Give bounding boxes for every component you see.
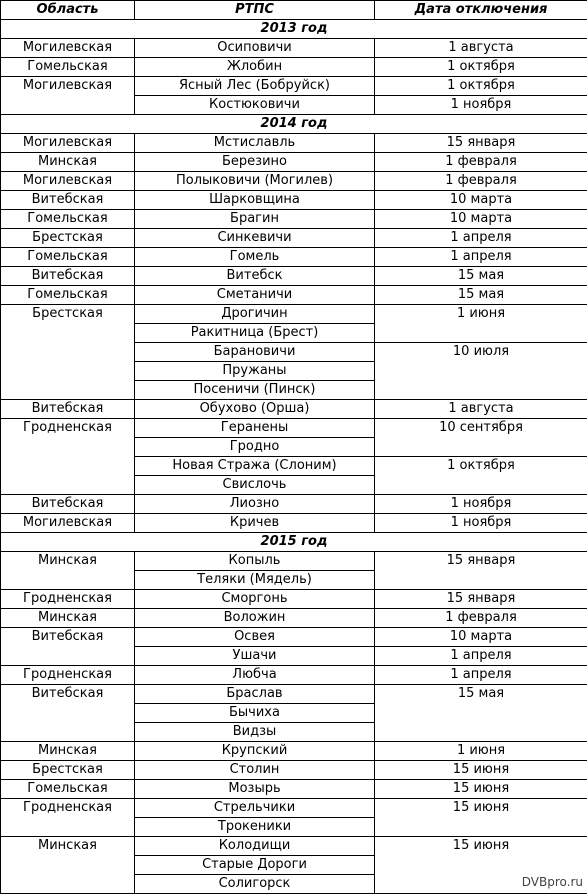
station-cell: Кричев bbox=[135, 514, 375, 533]
date-cell: 15 января bbox=[375, 590, 587, 609]
table-row bbox=[1, 419, 587, 438]
year-row bbox=[1, 115, 587, 134]
date-cell: 10 марта bbox=[375, 210, 587, 229]
station-cell: Свислочь bbox=[135, 476, 375, 495]
region-cell: Брестская bbox=[1, 229, 135, 248]
station-cell: Столин bbox=[135, 761, 375, 780]
date-cell: 1 ноября bbox=[375, 96, 587, 115]
station-cell: Шарковщина bbox=[135, 191, 375, 210]
date-cell: 10 сентября bbox=[375, 419, 587, 457]
year-label: 2014 год bbox=[1, 115, 587, 134]
region-cell: Витебская bbox=[1, 685, 135, 742]
station-cell: Бычиха bbox=[135, 704, 375, 723]
region-cell: Брестская bbox=[1, 305, 135, 400]
date-cell: 15 мая bbox=[375, 286, 587, 305]
table-row bbox=[1, 609, 587, 628]
table-row bbox=[1, 286, 587, 305]
table-row bbox=[1, 210, 587, 229]
date-cell: 1 октября bbox=[375, 457, 587, 495]
region-cell: Могилевская bbox=[1, 77, 135, 115]
table-row bbox=[1, 780, 587, 799]
station-cell: Ушачи bbox=[135, 647, 375, 666]
station-cell: Колодищи bbox=[135, 837, 375, 856]
region-cell: Витебская bbox=[1, 400, 135, 419]
station-cell: Копыль bbox=[135, 552, 375, 571]
station-cell: Жлобин bbox=[135, 58, 375, 77]
table-row bbox=[1, 590, 587, 609]
region-cell: Могилевская bbox=[1, 172, 135, 191]
table-row bbox=[1, 400, 587, 419]
region-cell: Минская bbox=[1, 742, 135, 761]
region-cell: Витебская bbox=[1, 267, 135, 286]
station-cell: Ясный Лес (Бобруйск) bbox=[135, 77, 375, 96]
table-row bbox=[1, 153, 587, 172]
station-cell: Брагин bbox=[135, 210, 375, 229]
station-cell: Освея bbox=[135, 628, 375, 647]
station-cell: Сметаничи bbox=[135, 286, 375, 305]
date-cell: 1 апреля bbox=[375, 229, 587, 248]
region-cell: Могилевская bbox=[1, 514, 135, 533]
region-cell: Минская bbox=[1, 837, 135, 894]
date-cell: 10 марта bbox=[375, 628, 587, 647]
station-cell: Гомель bbox=[135, 248, 375, 267]
station-cell: Барановичи bbox=[135, 343, 375, 362]
region-cell: Гродненская bbox=[1, 799, 135, 837]
date-cell: 1 августа bbox=[375, 400, 587, 419]
date-cell: 1 апреля bbox=[375, 647, 587, 666]
station-cell: Мстиславль bbox=[135, 134, 375, 153]
station-cell: Березино bbox=[135, 153, 375, 172]
date-cell: 1 апреля bbox=[375, 666, 587, 685]
header-date: Дата отключения bbox=[375, 1, 587, 20]
region-cell: Витебская bbox=[1, 191, 135, 210]
station-cell: Лиозно bbox=[135, 495, 375, 514]
date-cell: 15 июня bbox=[375, 799, 587, 837]
region-cell: Гродненская bbox=[1, 590, 135, 609]
station-cell: Старые Дороги bbox=[135, 856, 375, 875]
station-cell: Теляки (Мядель) bbox=[135, 571, 375, 590]
table-row bbox=[1, 799, 587, 818]
table-row bbox=[1, 191, 587, 210]
station-cell: Геранены bbox=[135, 419, 375, 438]
station-cell: Солигорск bbox=[135, 875, 375, 894]
date-cell: 15 мая bbox=[375, 685, 587, 742]
year-row bbox=[1, 533, 587, 552]
station-cell: Мозырь bbox=[135, 780, 375, 799]
table-row bbox=[1, 685, 587, 704]
station-cell: Полыковичи (Могилев) bbox=[135, 172, 375, 191]
header-station: РТПС bbox=[135, 1, 375, 20]
header-row bbox=[1, 1, 587, 20]
date-cell: 1 февраля bbox=[375, 609, 587, 628]
table-row bbox=[1, 742, 587, 761]
date-cell: 15 января bbox=[375, 552, 587, 590]
table-row bbox=[1, 58, 587, 77]
table-row bbox=[1, 628, 587, 647]
date-cell: 15 мая bbox=[375, 267, 587, 286]
region-cell: Гомельская bbox=[1, 286, 135, 305]
station-cell: Дрогичин bbox=[135, 305, 375, 324]
region-cell: Могилевская bbox=[1, 134, 135, 153]
watermark: DVBpro.ru bbox=[521, 875, 583, 889]
station-cell: Ракитница (Брест) bbox=[135, 324, 375, 343]
date-cell: 1 октября bbox=[375, 58, 587, 77]
station-cell: Сморгонь bbox=[135, 590, 375, 609]
table-row bbox=[1, 514, 587, 533]
station-cell: Воложин bbox=[135, 609, 375, 628]
date-cell: 1 июня bbox=[375, 305, 587, 343]
table-row bbox=[1, 134, 587, 153]
date-cell: 1 апреля bbox=[375, 248, 587, 267]
year-row bbox=[1, 20, 587, 39]
table-row bbox=[1, 39, 587, 58]
date-cell: 1 октября bbox=[375, 77, 587, 96]
station-cell: Витебск bbox=[135, 267, 375, 286]
date-cell: 15 июня bbox=[375, 761, 587, 780]
date-cell: 15 июня bbox=[375, 837, 587, 894]
region-cell: Гомельская bbox=[1, 780, 135, 799]
region-cell: Минская bbox=[1, 153, 135, 172]
table-row bbox=[1, 761, 587, 780]
date-cell: 1 июня bbox=[375, 742, 587, 761]
table-body bbox=[1, 20, 587, 894]
date-cell: 1 ноября bbox=[375, 495, 587, 514]
region-cell: Гродненская bbox=[1, 419, 135, 495]
region-cell: Минская bbox=[1, 552, 135, 590]
region-cell: Могилевская bbox=[1, 39, 135, 58]
region-cell: Гомельская bbox=[1, 248, 135, 267]
table-row bbox=[1, 229, 587, 248]
region-cell: Витебская bbox=[1, 495, 135, 514]
station-cell: Обухово (Орша) bbox=[135, 400, 375, 419]
table-row bbox=[1, 837, 587, 856]
header-region: Область bbox=[1, 1, 135, 20]
station-cell: Браслав bbox=[135, 685, 375, 704]
table-row bbox=[1, 305, 587, 324]
station-cell: Осиповичи bbox=[135, 39, 375, 58]
date-cell: 10 марта bbox=[375, 191, 587, 210]
year-label: 2015 год bbox=[1, 533, 587, 552]
station-cell: Трокеники bbox=[135, 818, 375, 837]
date-cell: 1 февраля bbox=[375, 153, 587, 172]
table-row bbox=[1, 267, 587, 286]
station-cell: Костюковичи bbox=[135, 96, 375, 115]
table-row bbox=[1, 552, 587, 571]
station-cell: Крупский bbox=[135, 742, 375, 761]
date-cell: 10 июля bbox=[375, 343, 587, 400]
region-cell: Гродненская bbox=[1, 666, 135, 685]
table-row bbox=[1, 666, 587, 685]
year-label: 2013 год bbox=[1, 20, 587, 39]
station-cell: Стрельчики bbox=[135, 799, 375, 818]
station-cell: Посеничи (Пинск) bbox=[135, 381, 375, 400]
region-cell: Витебская bbox=[1, 628, 135, 666]
date-cell: 1 февраля bbox=[375, 172, 587, 191]
table-row bbox=[1, 172, 587, 191]
table-row bbox=[1, 77, 587, 96]
station-cell: Видзы bbox=[135, 723, 375, 742]
station-cell: Любча bbox=[135, 666, 375, 685]
station-cell: Гродно bbox=[135, 438, 375, 457]
region-cell: Брестская bbox=[1, 761, 135, 780]
date-cell: 15 июня bbox=[375, 780, 587, 799]
station-cell: Пружаны bbox=[135, 362, 375, 381]
table-row bbox=[1, 495, 587, 514]
date-cell: 1 ноября bbox=[375, 514, 587, 533]
table-row bbox=[1, 248, 587, 267]
region-cell: Гомельская bbox=[1, 58, 135, 77]
region-cell: Гомельская bbox=[1, 210, 135, 229]
date-cell: 1 августа bbox=[375, 39, 587, 58]
region-cell: Минская bbox=[1, 609, 135, 628]
station-cell: Новая Стража (Слоним) bbox=[135, 457, 375, 476]
station-cell: Синкевичи bbox=[135, 229, 375, 248]
date-cell: 15 января bbox=[375, 134, 587, 153]
